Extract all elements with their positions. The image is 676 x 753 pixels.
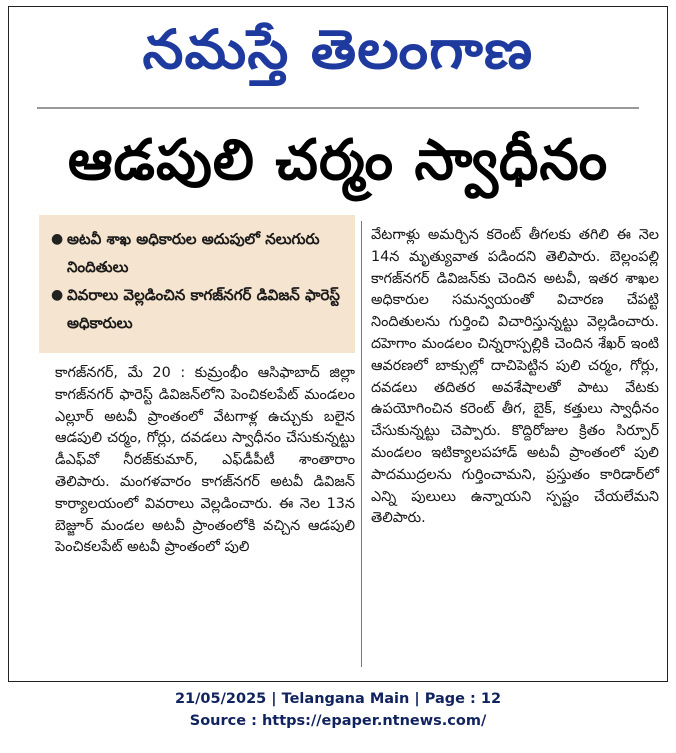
highlight-item [51,281,347,337]
masthead [9,7,667,103]
headline: ఆడపులి చర్మం స్వాధీనం [67,128,609,193]
column-divider [361,221,362,667]
footer-source: Source : https://epaper.ntnews.com/ [189,713,487,729]
article-column-left: కాగజ్‌నగర్, మే 20 : కుమ్రంభీం ఆసిఫాబాద్ జిల్లా కాగజ్‌నగర్ ఫారెస్ట్ డివిజన్‌లోని పెంచికలపేట్ మండలం ఎల్లూర్ అటవీ ప్రాంతంలో వేటగాళ్ల ఉచ్చుకు బలైన ఆడపులి చర్మం, గోర్లు, దవడలు స్వాధీనం చేసుకున్నట్టు డీఎఫ్‌వో నీరజ్‌కుమార్, ఎఫ్‌డీపీటీ శాంతారాం తెలిపారు. మంగళవారం కాగజ్‌నగర్ అటవీ డివిజన్ కార్యాలయంలో వివరాలు వెల్లడించారు. ఈ నెల 13న బెజ్జూర్ మండల అటవీ ప్రాంతంలోకి వచ్చిన ఆడపులి పెంచికలపేట్ అటవీ ప్రాంతంలో పులి [55,365,355,556]
masthead-title: నమస్తే తెలంగాణ [142,18,534,81]
source-footer [0,688,676,732]
footer-date-page: 21/05/2025 | Telangana Main | Page : 12 [174,691,502,707]
article-column-right: వేటగాళ్లు అమర్చిన కరెంట్ తీగలకు తగిలి ఈ నెల 14న మృత్యువాత పడిందని తెలిపారు. బెల్లంపల్లి కాగజ్‌నగర్ డివిజన్‌కు చెందిన అటవీ, ఇతర శాఖల అధికారుల సమన్వయంతో విచారణ చేపట్టి నిందితులను గుర్తించి విచారిస్తున్నట్టు వెల్లడించారు. దహెగాం మండలం చిన్నరాస్పల్లికి చెందిన శేఖర్ ఇంటి ఆవరణలో బాక్సుల్లో దాచిపెట్టిన పులి చర్మం, గోర్లు, దవడలు తదితర అవశేషాలతో పాటు వేటకు ఉపయోగించిన కరెంట్ తీగ, బైక్, కత్తులు స్వాధీనం చేసుకున్నట్టు చెప్పారు. కొద్దిరోజుల క్రితం సిర్పూర్ మండలం ఇటిక్యాలపహాడ్ అటవీ ప్రాంతంలో పులి పాదముద్రలను గుర్తించామని, ప్రస్తుతం కారిడార్‌లో ఎన్ని పులులు ఉన్నాయని స్పష్టం చేయలేమని తెలిపారు. [371,227,659,527]
masthead-divider [37,107,639,109]
highlight-text: అటవీ శాఖ అధికారుల అదుపులో నలుగురు నిందితులు [67,230,320,276]
bullet-icon: ● [51,287,64,303]
highlights-box [39,215,355,353]
highlight-item [51,225,347,281]
highlight-text: వివరాలు వెల్లడించిన కాగజ్‌నగర్ డివిజన్ ఫారెస్ట్ అధికారులు [67,286,340,332]
bullet-icon: ● [51,231,64,247]
news-clipping [8,6,668,682]
